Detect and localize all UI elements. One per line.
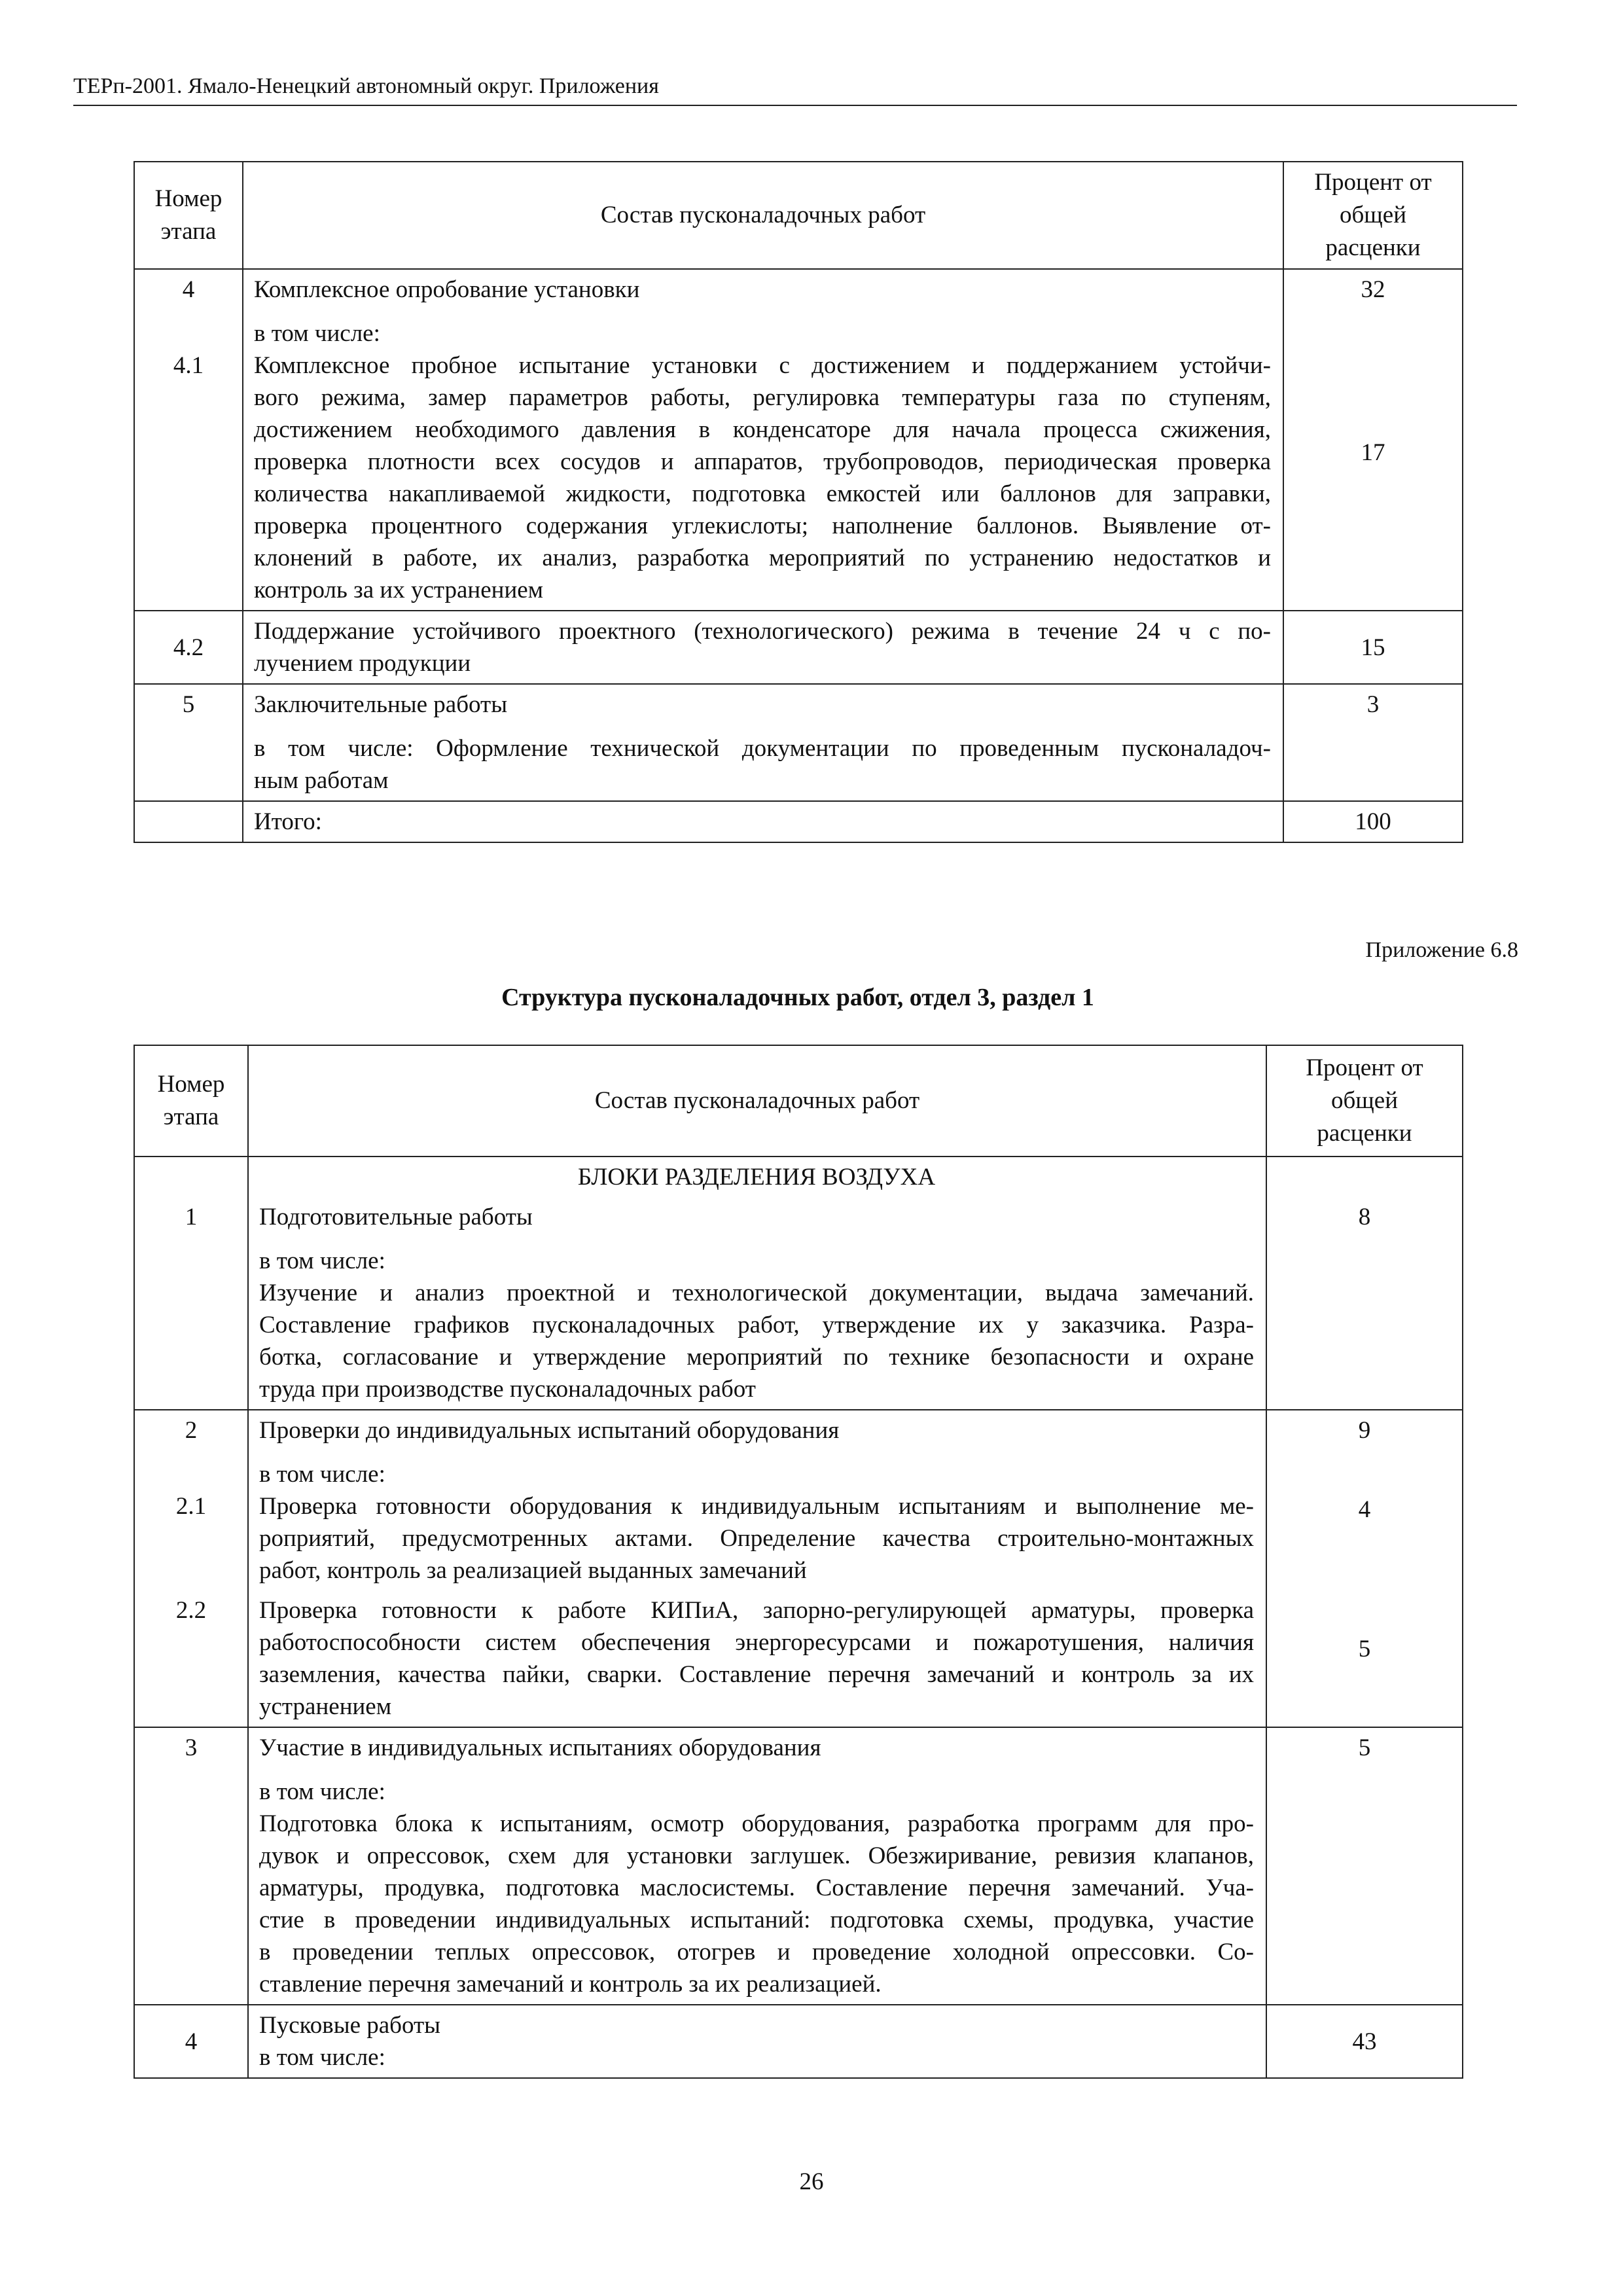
stage-description-cell (248, 1727, 1266, 2005)
stage-number: 5 (134, 684, 243, 801)
including-label: в том числе: (259, 1461, 385, 1488)
percent-value: 32 (1361, 276, 1385, 303)
description-line: работ, контроль за реализацией выданных замечаний (259, 1557, 807, 1584)
table-row (134, 1410, 1463, 1727)
percent-value: 5 (1358, 1636, 1371, 1662)
description-line: Комплексное пробное испытание установки с достижением и поддержанием устойчи- (254, 352, 1271, 379)
description-line: устранением (259, 1693, 392, 1720)
percent-cell (1266, 1157, 1463, 1410)
table-header-row (134, 162, 1463, 269)
description-line: в проведении теплых опрессовок, отогрев и проведение холодной опрессовки. Со- (259, 1939, 1254, 1965)
stage-description-cell (243, 269, 1283, 611)
description-line: Подготовка блока к испытаниям, осмотр оборудования, разработка программ для про- (259, 1810, 1254, 1837)
table-row (134, 684, 1463, 801)
col-header-content: Состав пусконаладочных работ (248, 1045, 1266, 1157)
col-header-percent-line: общей (1330, 1087, 1399, 1114)
stage-number: 2.1 (175, 1493, 207, 1520)
description-line: Составление графиков пусконаладочных работ, утверждение их у заказчика. Разра- (259, 1312, 1254, 1338)
appendix-label: Приложение 6.8 (1365, 938, 1518, 962)
stage-number-cell (134, 1157, 248, 1410)
total-value: 100 (1283, 801, 1463, 842)
percent-cell (1266, 1410, 1463, 1727)
stage-description-cell (243, 611, 1283, 684)
stage-title: Участие в индивидуальных испытаниях оборудования (259, 1734, 821, 1761)
stage-title: Комплексное опробование установки (254, 276, 640, 303)
percent-value: 15 (1283, 611, 1463, 684)
stage-description-cell (243, 684, 1283, 801)
description-line: проверка плотности всех сосудов и аппаратов, трубопроводов, периодическая проверка (254, 448, 1271, 475)
stage-number-cell (134, 269, 243, 611)
percent-cell (1283, 269, 1463, 611)
col-header-percent (1266, 1045, 1463, 1157)
col-header-stage-line: Номер (154, 185, 223, 212)
col-header-percent (1283, 162, 1463, 269)
percent-value: 5 (1266, 1727, 1463, 2005)
stage-title: Заключительные работы (254, 691, 508, 718)
stage-number: 2.2 (175, 1597, 207, 1624)
description-line: Проверка готовности к работе КИПиА, запорно-регулирующей арматуры, проверка (259, 1597, 1254, 1624)
description-line: проверка процентного содержания углекислоты; наполнение баллонов. Выявление от- (254, 512, 1271, 539)
total-label: Итого: (243, 801, 1283, 842)
col-header-percent-line: Процент от (1314, 169, 1432, 196)
percent-value: 9 (1358, 1417, 1371, 1444)
col-header-percent-line: Процент от (1306, 1054, 1423, 1081)
empty-cell (134, 801, 243, 842)
description-line: в том числе: Оформление технической документации по проведенным пусконаладоч- (254, 735, 1271, 762)
table-row (134, 2005, 1463, 2078)
percent-value: 17 (1361, 439, 1385, 466)
col-header-percent-line: общей (1339, 202, 1407, 228)
description-line: Изучение и анализ проектной и технологической документации, выдача замечаний. (259, 1280, 1254, 1306)
stage-number: 2 (185, 1417, 198, 1444)
description-line: Поддержание устойчивого проектного (технологического) режима в течение 24 ч с по- (254, 618, 1271, 645)
description-line: дувок и опрессовок, схем для установки заглушек. Обезжиривание, ревизия клапанов, (259, 1842, 1254, 1869)
col-header-percent-line: расценки (1325, 234, 1421, 261)
stage-description-cell (248, 1410, 1266, 1727)
col-header-content: Состав пусконаладочных работ (243, 162, 1283, 269)
description-line: Проверка готовности оборудования к индивидуальным испытаниям и выполнение ме- (259, 1493, 1254, 1520)
description-line: вого режима, замер параметров работы, регулировка температуры газа по ступеням, (254, 384, 1271, 411)
description-line: лучением продукции (254, 650, 471, 677)
including-label: в том числе: (259, 2044, 385, 2071)
description-line: стие в проведении индивидуальных испытаний: подготовка схемы, продувка, участие (259, 1907, 1254, 1933)
description-line: клонений в работе, их анализ, разработка мероприятий по устранению недостатков и (254, 545, 1271, 571)
stage-description-cell (248, 1157, 1266, 1410)
stage-number: 4 (182, 276, 195, 303)
percent-value: 8 (1358, 1204, 1371, 1230)
description-line: роприятий, предусмотренных актами. Определение качества строительно-монтажных (259, 1525, 1254, 1552)
description-line: заземления, качества пайки, сварки. Составление перечня замечаний и контроль за их (259, 1661, 1254, 1688)
stage-description-cell (248, 2005, 1266, 2078)
running-header: ТЕРп-2001. Ямало-Ненецкий автономный округ. Приложения (73, 73, 1517, 106)
percent-value: 43 (1266, 2005, 1463, 2078)
page-number: 26 (799, 2168, 824, 2195)
stage-number: 4 (134, 2005, 248, 2078)
total-row (134, 801, 1463, 842)
stage-number: 4.2 (134, 611, 243, 684)
description-line: ным работам (254, 767, 389, 794)
col-header-stage (134, 1045, 248, 1157)
description-line: ставление перечня замечаний и контроль за их реализацией. (259, 1971, 882, 1998)
percent-value: 4 (1358, 1496, 1371, 1523)
table-row (134, 1727, 1463, 2005)
stage-number: 3 (134, 1727, 248, 2005)
description-line: труда при производстве пусконаладочных работ (259, 1376, 756, 1403)
description-line: арматуры, продувка, подготовка маслосистемы. Составление перечня замечаний. Уча- (259, 1874, 1254, 1901)
table-row (134, 1157, 1463, 1410)
col-header-stage-line: этапа (160, 218, 217, 245)
stage-title: Пусковые работы (259, 2012, 441, 2039)
stage-number: 4.1 (173, 352, 204, 379)
description-line: ботка, согласование и утверждение мероприятий по технике безопасности и охране (259, 1344, 1254, 1371)
col-header-stage-line: Номер (157, 1071, 225, 1098)
col-header-stage (134, 162, 243, 269)
stage-title: Проверки до индивидуальных испытаний оборудования (259, 1417, 840, 1444)
table-header-row (134, 1045, 1463, 1157)
section-title: Структура пусконаладочных работ, отдел 3, раздел 1 (501, 984, 1094, 1011)
stage-number-cell (134, 1410, 248, 1727)
stage-number: 1 (185, 1204, 198, 1230)
including-label: в том числе: (259, 1778, 385, 1805)
description-line: контроль за их устранением (254, 577, 544, 603)
table-stages-continued (134, 161, 1463, 843)
including-label: в том числе: (259, 1247, 385, 1274)
description-line: количества накапливаемой жидкости, подготовка емкостей или баллонов для заправки, (254, 480, 1271, 507)
description-line: работоспособности систем обеспечения энергоресурсами и пожаротушения, наличия (259, 1629, 1254, 1656)
including-label: в том числе: (254, 320, 380, 347)
block-heading: БЛОКИ РАЗДЕЛЕНИЯ ВОЗДУХА (577, 1164, 936, 1191)
table-stages (134, 1045, 1463, 2079)
table-row (134, 269, 1463, 611)
table-row (134, 611, 1463, 684)
stage-title: Подготовительные работы (259, 1204, 533, 1230)
col-header-stage-line: этапа (163, 1103, 219, 1130)
percent-value: 3 (1283, 684, 1463, 801)
col-header-percent-line: расценки (1317, 1120, 1412, 1147)
description-line: достижением необходимого давления в конденсаторе для начала процесса сжижения, (254, 416, 1271, 443)
